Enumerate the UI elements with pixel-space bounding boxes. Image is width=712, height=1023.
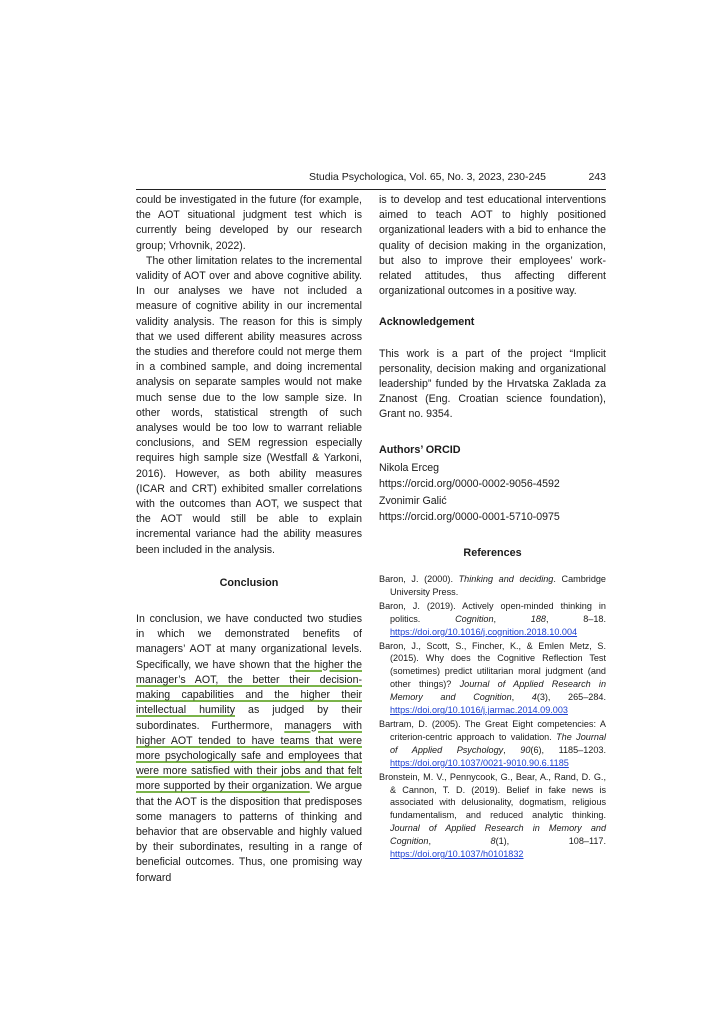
- ref-text: ,: [511, 692, 532, 703]
- ref-text: Bartram, D. (2005). The Great Eight competencies: A criterion-centric approach to validation.: [379, 719, 606, 742]
- conclusion-text-3: . We argue that the AOT is the disposition that predisposes some managers to patterns of thinking and behavior that are observable and highly valued by their subordinates, resulting in a range of beneficial outcomes. Thus, one promising way forward: [136, 780, 362, 884]
- ref-volume: 90: [520, 744, 531, 755]
- left-column: [136, 193, 362, 886]
- orcid-link[interactable]: https://orcid.org/0000-0002-9056-4592: [379, 478, 560, 491]
- right-column: [379, 193, 606, 862]
- ref-text: Baron, J., Scott, S., Fincher, K., & Emlen Metz, S. (2015). Why does the Cognitive Reflection Test (sometimes) predict utilitarian moral judgment (and other things)?: [379, 640, 606, 690]
- conclusion-text-2: as judged by their subordinates. Furthermore,: [136, 704, 362, 732]
- paragraph-conclusion: [136, 612, 362, 886]
- highlighted-finding-2: managers with higher AOT tended to have teams that were more psychologically safe and employees that were more satisfied with their jobs and that felt more supported by their organization: [136, 719, 362, 793]
- ref-text: . Cambridge University Press.: [390, 574, 606, 597]
- ref-text: ,: [503, 744, 521, 755]
- section-title-references: References: [463, 546, 522, 559]
- reference-item: [379, 573, 606, 599]
- ref-text: (1), 108–117.: [495, 836, 606, 847]
- ref-text: Baron, J. (2000).: [379, 574, 459, 585]
- section-title-acknowledgement: Acknowledgement: [379, 316, 475, 329]
- doi-link[interactable]: https://doi.org/10.1037/0021-9010.90.6.1185: [390, 757, 569, 768]
- reference-item: [379, 600, 606, 639]
- ref-journal: Cognition: [455, 613, 494, 624]
- section-title-orcid: Authors’ ORCID: [379, 443, 461, 456]
- paragraph-incremental-validity: The other limitation relates to the incremental validity of AOT over and above cognitive ability. In our analyses we have not included a measure of cognitive ability in our incremental validity analysis. The reason for this is simply that we used different ability measures across the studies and therefore could not merge them in a combined sample, and doing incremental analysis on separate samples would not make much sense due to the low sample size. In other words, statistical strength of such analyses would be too low to warrant reliable conclusions, and SEM regression especially requires high sample size (Westfall & Yarkoni, 2016). However, as both ability measures (ICAR and CRT) exhibited smaller correlations with the outcomes than AOT, we suspect that the AOT would still be able to explain incremental variance had the ability measures been included in the analysis.: [136, 254, 362, 556]
- header-rule: [136, 189, 606, 190]
- doi-link[interactable]: https://doi.org/10.1016/j.cognition.2018.10.004: [390, 626, 578, 637]
- highlighted-finding-1: the higher the manager’s AOT, the better their decision-making capabilities and the higher their intellectual humility: [136, 658, 362, 717]
- orcid-section: [379, 443, 606, 526]
- ref-volume: 8: [490, 836, 496, 847]
- ref-title: Thinking and deciding: [458, 574, 554, 585]
- reference-item: [379, 771, 606, 861]
- ref-journal: Journal of Applied Research in Memory and Cognition: [390, 679, 607, 703]
- ref-journal: Journal of Applied Research in Memory and Cognition: [390, 823, 606, 847]
- ref-volume: 4: [531, 692, 537, 703]
- reference-item: [379, 718, 606, 770]
- ref-text: (6), 1185–1203.: [530, 744, 606, 755]
- ref-text: ,: [493, 613, 531, 624]
- page-number: 243: [588, 171, 606, 183]
- ref-text: ,: [428, 836, 491, 847]
- reference-item: [379, 640, 606, 717]
- ref-text: Bronstein, M. V., Pennycook, G., Bear, A., Rand, D. G., & Cannon, T. D. (2019). Belief in fake news is associated with delusionality, dogmatism, religious fundamentalism, and reduced analytic thinking.: [379, 771, 606, 821]
- journal-citation: Studia Psychologica, Vol. 65, No. 3, 2023, 230-245: [309, 171, 546, 183]
- author-name: Nikola Erceg: [379, 461, 440, 474]
- ref-text: Baron, J. (2019). Actively open-minded thinking in politics.: [379, 600, 606, 624]
- section-title-conclusion: Conclusion: [219, 576, 279, 589]
- paragraph-acknowledgement: This work is a part of the project “Implicit personality, decision making and organizational leadership” funded by the Hrvatska Zaklada za Znanost (Eng. Croatian science foundation), Grant no. 9354.: [379, 347, 606, 421]
- ref-text: , 8–18.: [545, 613, 607, 624]
- conclusion-text-1: In conclusion, we have conducted two studies in which we demonstrated benefits of managers’ AOT at many organizational levels. Specifically, we have shown that: [136, 613, 362, 671]
- doi-link[interactable]: https://doi.org/10.1037/h0101832: [390, 849, 524, 860]
- doi-link[interactable]: https://doi.org/10.1016/j.jarmac.2014.09.003: [390, 705, 568, 716]
- ref-volume: 188: [530, 613, 546, 624]
- ref-journal: The Journal of Applied Psychology: [390, 731, 606, 755]
- author-name: Zvonimir Galić: [379, 494, 447, 507]
- paragraph-limitations-cont: could be investigated in the future (for example, the AOT situational judgment test which is currently being developed by our research group; Vrhovnik, 2022).: [136, 194, 362, 252]
- paragraph-future-directions: is to develop and test educational interventions aimed to teach AOT to highly positioned organizational leaders with a bid to enhance the quality of decision making in the organization, but also to improve their employees’ work-related attitudes, thus affecting different organizational outcomes in a positive way.: [379, 194, 606, 298]
- ref-text: (3), 265–284.: [536, 692, 606, 703]
- orcid-link[interactable]: https://orcid.org/0000-0001-5710-0975: [379, 511, 560, 524]
